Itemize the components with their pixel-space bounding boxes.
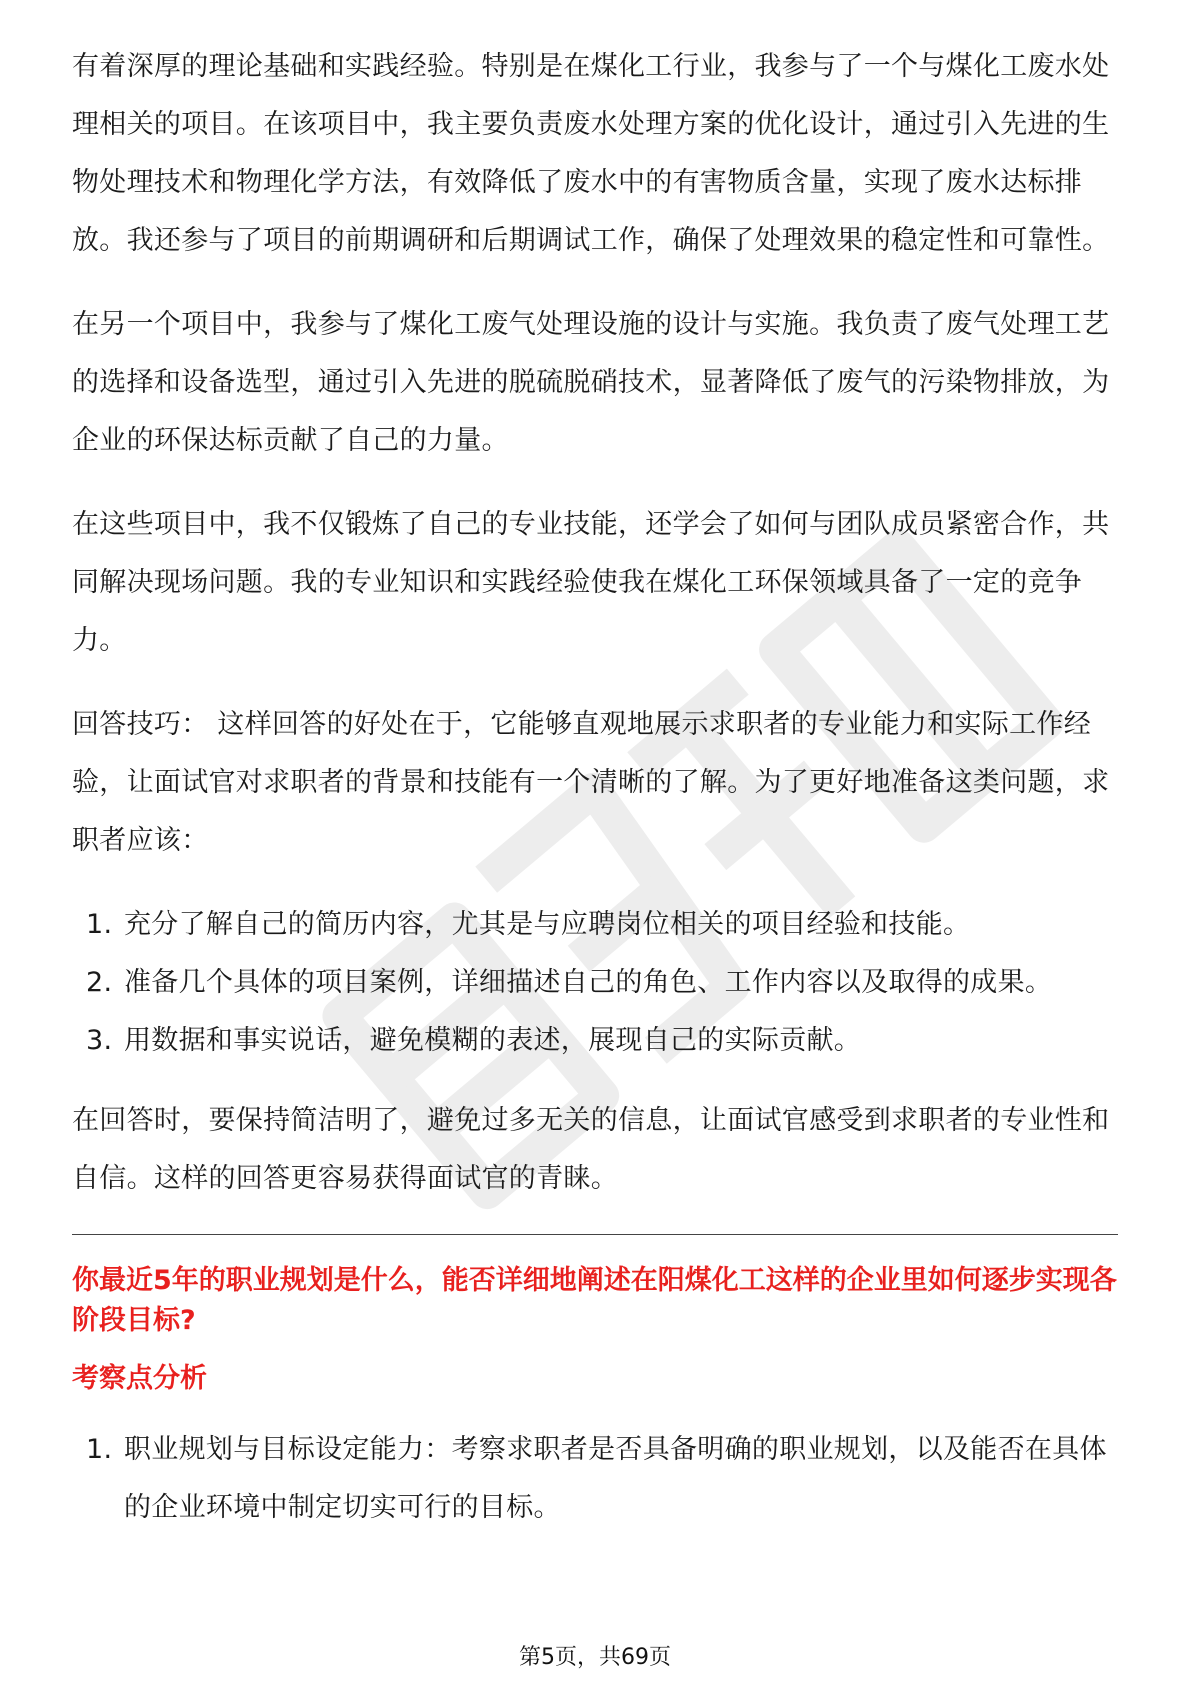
body-paragraph-2: 在另一个项目中，我参与了煤化工废气处理设施的设计与实施。我负责了废气处理工艺的选择和设备选型，通过引入先进的脱硫脱硝技术，显著降低了废气的污染物排放，为企业的环保达标贡献了自己的力量。 [72,309,1110,456]
list-item-text: 职业规划与目标设定能力：考察求职者是否具备明确的职业规划，以及能否在具体的企业环境中制定切实可行的目标。 [124,1434,1107,1523]
answer-tip-label: 回答技巧： [72,709,209,740]
analysis-heading: 考察点分析 [72,1363,207,1394]
body-paragraph-1: 有着深厚的理论基础和实践经验。特别是在煤化工行业，我参与了一个与煤化工废水处理相关的项目。在该项目中，我主要负责废水处理方案的优化设计，通过引入先进的生物处理技术和物理化学方法，有效降低了废水中的有害物质含量，实现了废水达标排放。我还参与了项目的前期调研和后期调试工作，确保了处理效果的稳定性和可靠性。 [72,51,1110,256]
answer-tip-paragraph [72,696,1118,870]
list-item-number: 2. [86,967,113,998]
body-paragraph-3: 在这些项目中，我不仅锻炼了自己的专业技能，还学会了如何与团队成员紧密合作，共同解决现场问题。我的专业知识和实践经验使我在煤化工环保领域具备了一定的竞争力。 [72,509,1110,656]
list-item-text: 准备几个具体的项目案例，详细描述自己的角色、工作内容以及取得的成果。 [124,967,1053,998]
tip-list [72,896,1118,1070]
list-item-text: 充分了解自己的简历内容，尤其是与应聘岗位相关的项目经验和技能。 [124,909,971,940]
section-divider [72,1234,1118,1235]
list-item [72,1421,1118,1537]
document-page [72,38,1118,1559]
list-item [72,954,1118,1012]
list-item [72,896,1118,954]
closing-paragraph: 在回答时，要保持简洁明了，避免过多无关的信息，让面试官感受到求职者的专业性和自信。这样的回答更容易获得面试官的青睐。 [72,1105,1110,1194]
answer-tip-text: 这样回答的好处在于，它能够直观地展示求职者的专业能力和实际工作经验，让面试官对求职者的背景和技能有一个清晰的了解。为了更好地准备这类问题，求职者应该： [72,709,1110,856]
list-item-number: 1. [86,1434,113,1465]
list-item-number: 3. [86,1025,113,1056]
interview-question: 你最近5年的职业规划是什么，能否详细地阐述在阳煤化工这样的企业里如何逐步实现各阶段目标? [72,1265,1117,1336]
analysis-list [72,1421,1118,1537]
list-item-number: 1. [86,909,113,940]
page-footer: 第5页，共69页 [519,1645,671,1670]
list-item [72,1012,1118,1070]
list-item-text: 用数据和事实说话，避免模糊的表述，展现自己的实际贡献。 [124,1025,862,1056]
